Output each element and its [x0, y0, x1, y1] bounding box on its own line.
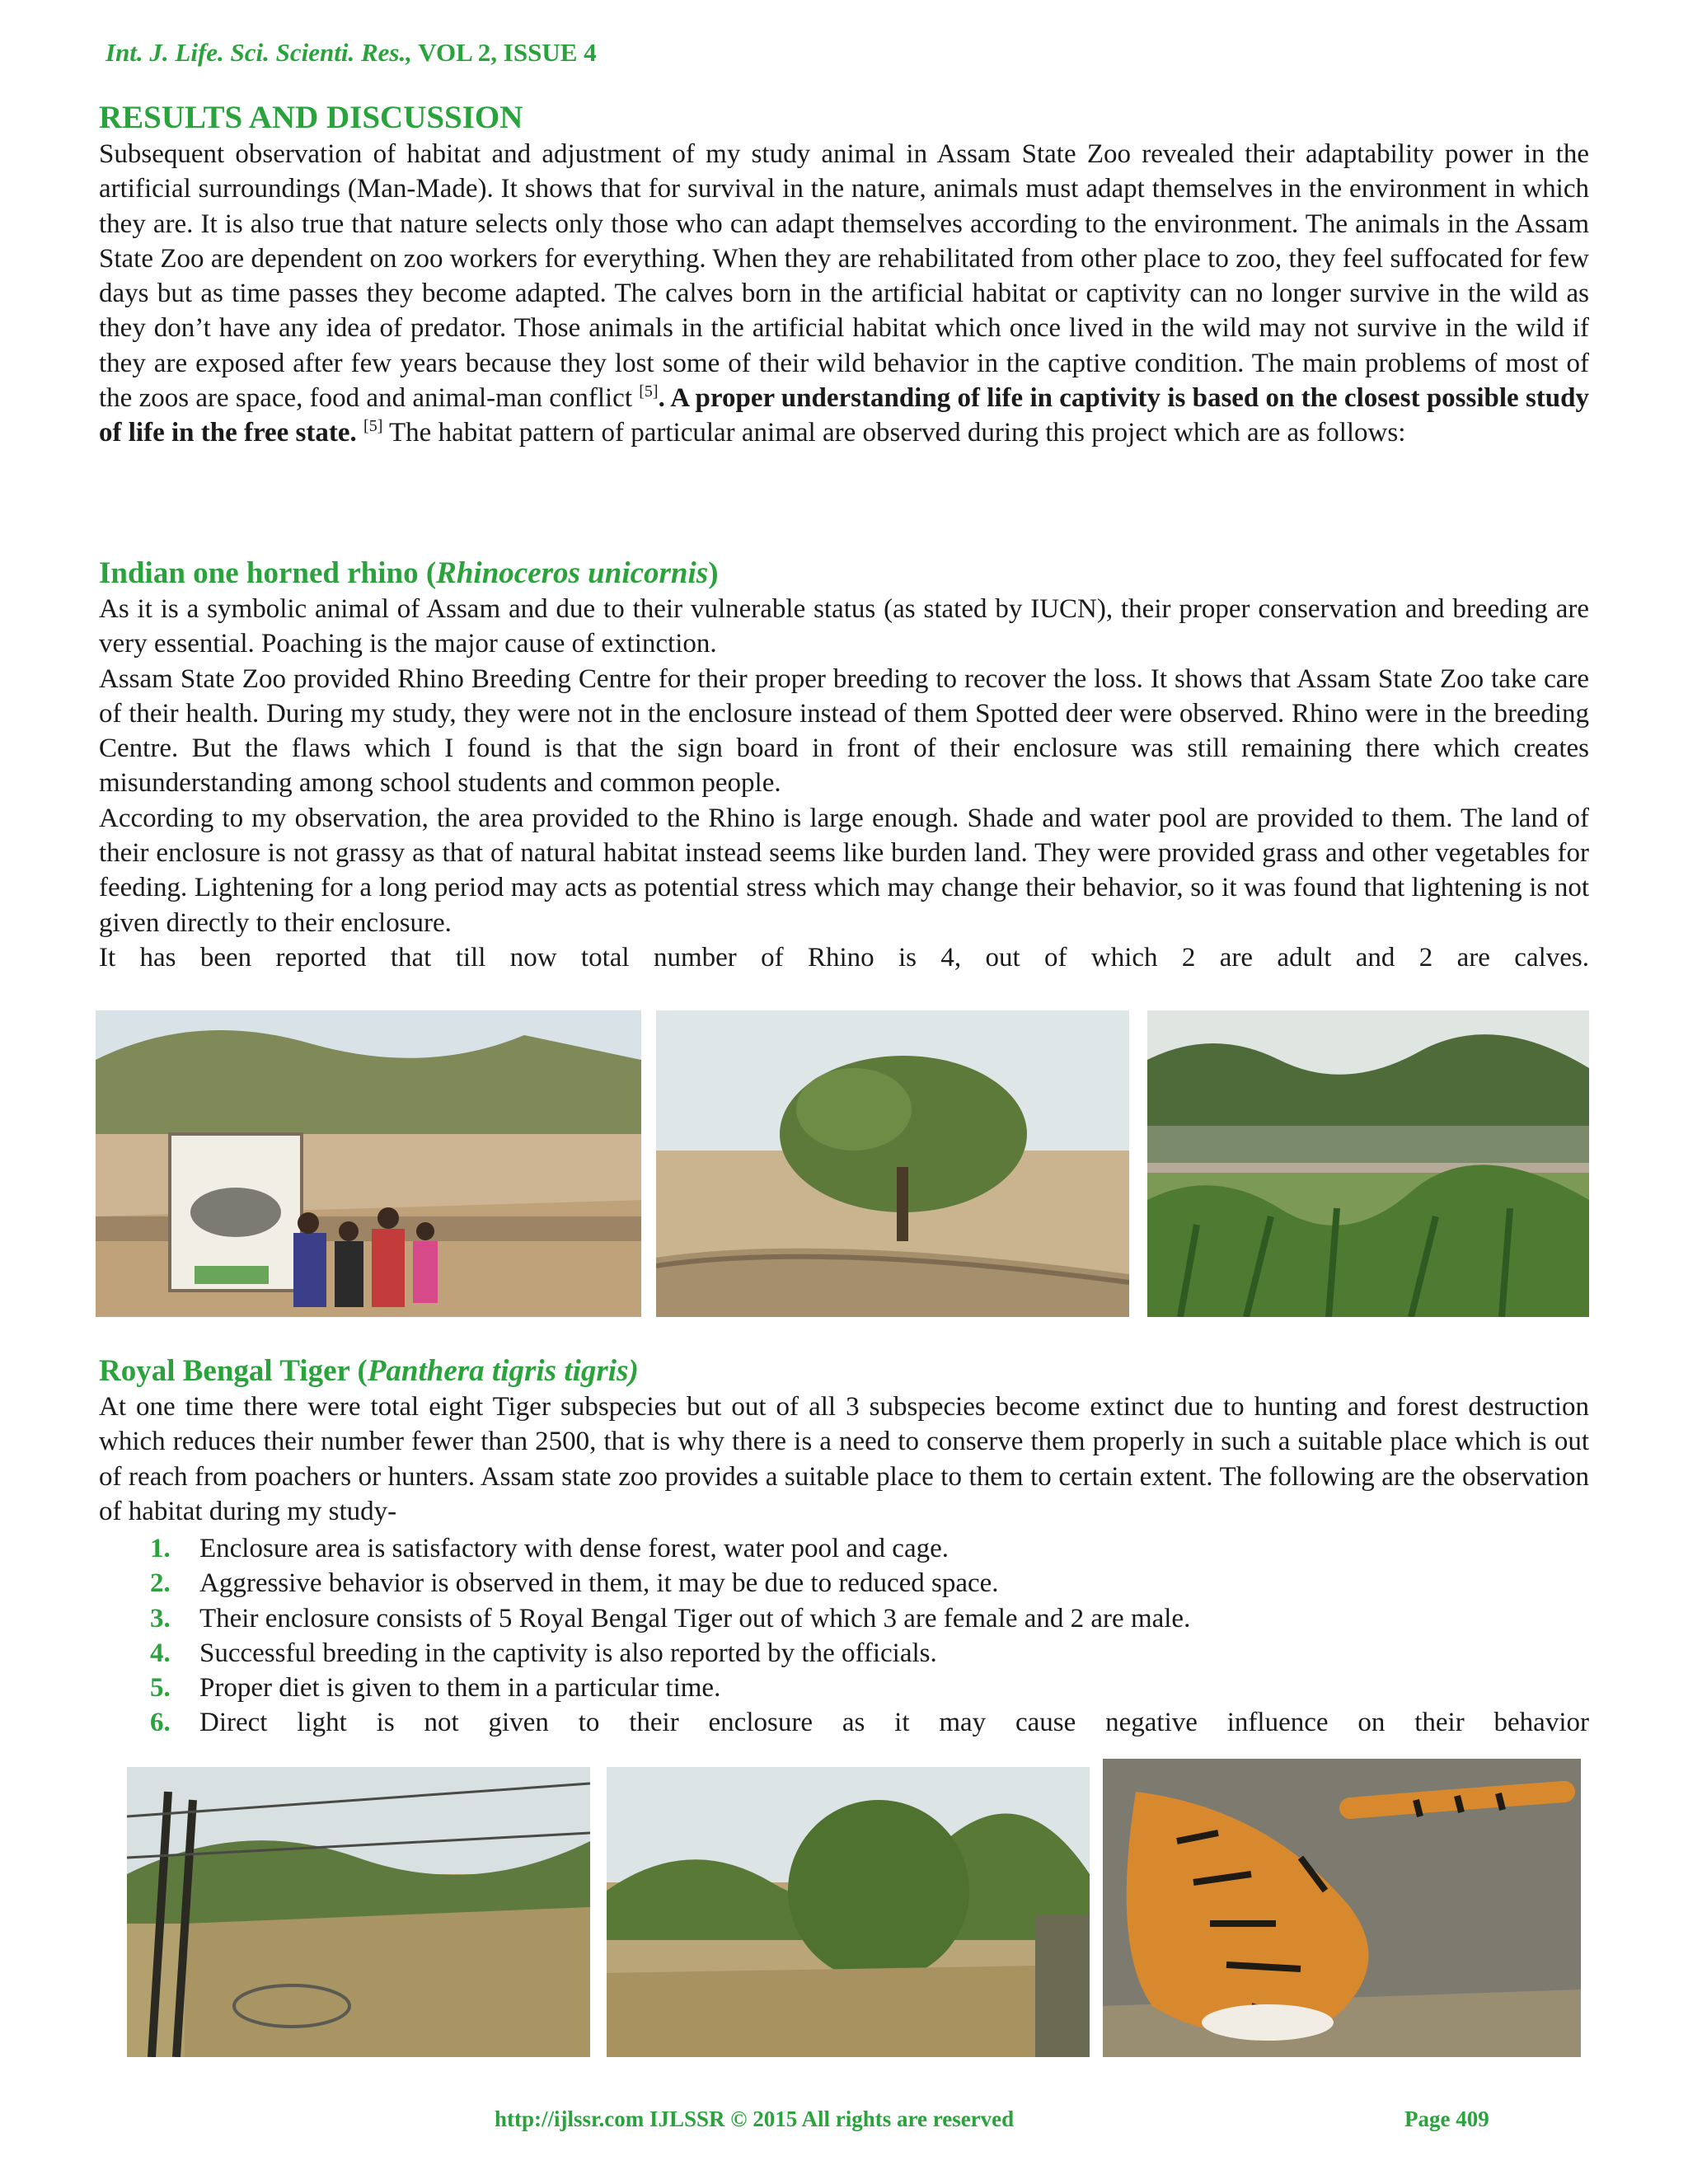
list-text: Enclosure area is satisfactory with dense forest, water pool and cage. — [199, 1534, 949, 1563]
list-item — [99, 1531, 1589, 1566]
tiger-section — [99, 1353, 1589, 1529]
rhino-enclosure-photo-signboard — [96, 1010, 641, 1317]
rhino-enclosure-photo-tree — [656, 1010, 1129, 1317]
list-number: 1. — [150, 1534, 171, 1563]
intro-text-3: The habitat pattern of particular animal are observed during this project which are as follows: — [382, 418, 1406, 448]
citation-ref: [5] — [639, 382, 659, 401]
citation-ref: [5] — [363, 417, 383, 436]
journal-issue: VOL 2, ISSUE 4 — [418, 38, 597, 67]
intro-text-1: Subsequent observation of habitat and adjustment of my study animal in Assam State Zoo revealed their adaptability power in the artificial surroundings (Man-Made). It shows that for survival in the nature, animals must adapt themselves in the environment in which they are. It is also true that nature selects only those who can adapt themselves according to the environment. The animals in the Assam State Zoo are dependent on zoo workers for everything. When they are rehabilitated from other place to zoo, they feel suffocated for few days but as time passes they become adapted. The calves born in the artificial habitat or captivity can no longer survive in the wild as they don’t have any idea of predator. Those animals in the artificial habitat which once lived in the wild may not survive in the wild if they are exposed after few years because they lost some of their wild behavior in the captive condition. The main problems of most of the zoos are space, food and animal-man conflict — [99, 139, 1589, 414]
rhino-heading-text: Indian one horned rhino ( — [99, 556, 437, 590]
journal-name: Int. J. Life. Sci. Scienti. Res., — [106, 38, 412, 67]
list-item — [99, 1601, 1589, 1636]
rhino-paragraph-4: It has been reported that till now total number of Rhino is 4, out of which 2 are adult and 2 are calves. — [99, 942, 1589, 972]
footer-copyright: http://ijlssr.com IJLSSR © 2015 All rights are reserved — [495, 2107, 1015, 2131]
list-text: Direct light is not given to their enclosure as it may cause negative influence on their behavior — [199, 1708, 1589, 1738]
tiger-scientific-name: Panthera tigris tigris) — [367, 1354, 639, 1388]
list-number: 3. — [150, 1603, 171, 1633]
rhino-heading — [99, 555, 1589, 592]
list-number: 6. — [150, 1708, 171, 1738]
list-text: Aggressive behavior is observed in them, it may be due to reduced space. — [199, 1568, 999, 1599]
tiger-paragraph-1: At one time there were total eight Tiger subspecies but out of all 3 subspecies become extinct due to hunting and forest destruction which reduces their number fewer than 2500, that is why there is a need to conserve them properly in such a suitable place which is out of reach from poachers or hunters. Assam state zoo provides a suitable place to them to certain extent. The following are the observation of habitat during my study- — [99, 1392, 1589, 1526]
tiger-heading — [99, 1353, 1589, 1390]
rhino-heading-close: ) — [708, 556, 719, 590]
list-item — [99, 1671, 1589, 1705]
tiger-observation-list — [99, 1531, 1589, 1741]
journal-header — [106, 38, 597, 68]
intro-text-2: . A proper understanding of life in captivity is based on the closest possible study of life in the free state. — [99, 383, 1589, 448]
list-number: 4. — [150, 1638, 171, 1668]
list-item — [99, 1566, 1589, 1601]
rhino-paragraph-2: Assam State Zoo provided Rhino Breeding Centre for their proper breeding to recover the loss. It shows that Assam State Zoo take care of their health. During my study, they were not in the enclosure instead of them Spotted deer were observed. Rhino were in the breeding Centre. But the flaws which I found is that the sign board in front of their enclosure was still remaining there which creates misunderstanding among school students and common people. — [99, 663, 1589, 799]
list-text: Successful breeding in the captivity is also reported by the officials. — [199, 1638, 937, 1668]
rhino-section — [99, 555, 1589, 975]
rhino-paragraph-1: As it is a symbolic animal of Assam and due to their vulnerable status (as stated by IUCN), their proper conservation and breeding are very essential. Poaching is the major cause of extinction. — [99, 594, 1589, 659]
tiger-enclosure-photo-fence — [127, 1767, 590, 2057]
intro-paragraph — [99, 137, 1589, 451]
list-item — [99, 1636, 1589, 1671]
list-item — [99, 1705, 1589, 1740]
list-text: Proper diet is given to them in a particular time. — [199, 1673, 721, 1704]
rhino-paragraph-3: According to my observation, the area provided to the Rhino is large enough. Shade and water pool are provided to them. The land of their enclosure is not grassy as that of natural habitat instead seems like burden land. They were provided grass and other vegetables for feeding. Lightening for a long period may acts as potential stress which may change their behavior, so it was found that lightening is not given directly to their enclosure. — [99, 803, 1589, 938]
tiger-enclosure-photo-trees — [607, 1767, 1090, 2057]
results-section — [99, 99, 1589, 451]
list-text: Their enclosure consists of 5 Royal Bengal Tiger out of which 3 are female and 2 are male. — [199, 1603, 1191, 1633]
section-title: RESULTS AND DISCUSSION — [99, 100, 523, 135]
page-number: Page 409 — [1404, 2107, 1489, 2131]
rhino-scientific-name: Rhinoceros unicornis — [436, 556, 709, 590]
rhino-enclosure-photo-pool — [1147, 1010, 1589, 1317]
tiger-resting-photo — [1103, 1759, 1581, 2057]
list-number: 5. — [150, 1673, 171, 1704]
tiger-heading-text: Royal Bengal Tiger ( — [99, 1354, 368, 1388]
list-number: 2. — [150, 1568, 171, 1599]
